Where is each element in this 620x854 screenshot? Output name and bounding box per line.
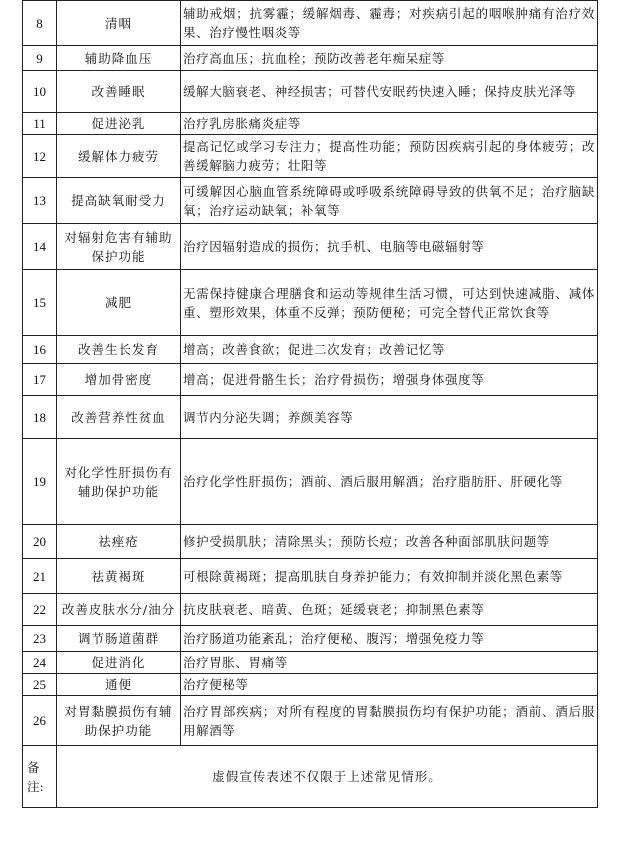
claim-description: 辅助戒烟；抗雾霾；缓解烟毒、霾毒；对疾病引起的咽喉肿痛有治疗效果、治疗慢性咽炎等 (181, 1, 598, 46)
table-body (23, 1, 598, 808)
function-name: 改善皮肤水分/油分 (57, 594, 181, 626)
row-number: 23 (23, 626, 57, 652)
function-name: 缓解体力疲劳 (57, 135, 181, 178)
table-row (23, 178, 598, 224)
claim-description: 可根除黄褐斑；提高肌肤自身养护能力；有效抑制并淡化黑色素等 (181, 559, 598, 594)
function-name: 调节肠道菌群 (57, 626, 181, 652)
table-row (23, 270, 598, 336)
claim-description: 调节内分泌失调；养颜美容等 (181, 396, 598, 439)
function-name: 对辐射危害有辅助保护功能 (57, 224, 181, 270)
note-row (23, 746, 598, 808)
claim-description: 治疗便秘等 (181, 674, 598, 696)
claim-description: 治疗肠道功能紊乱；治疗便秘、腹泻；增强免疫力等 (181, 626, 598, 652)
function-name: 对化学性肝损伤有辅助保护功能 (57, 439, 181, 525)
row-number: 17 (23, 364, 57, 396)
function-name: 改善睡眠 (57, 71, 181, 113)
function-name: 祛痤疮 (57, 525, 181, 559)
claim-description: 治疗因辐射造成的损伤；抗手机、电脑等电磁辐射等 (181, 224, 598, 270)
claim-description: 治疗胃胀、胃痛等 (181, 652, 598, 674)
row-number: 19 (23, 439, 57, 525)
function-name: 增加骨密度 (57, 364, 181, 396)
function-name: 对胃黏膜损伤有辅助保护功能 (57, 696, 181, 746)
row-number: 12 (23, 135, 57, 178)
table-row (23, 71, 598, 113)
claim-description: 缓解大脑衰老、神经损害；可替代安眠药快速入睡；保持皮肤光泽等 (181, 71, 598, 113)
note-label: 备注: (23, 746, 57, 808)
table-row (23, 336, 598, 364)
table-row (23, 113, 598, 135)
note-text: 虚假宣传表述不仅限于上述常见情形。 (57, 746, 598, 808)
claim-description: 治疗乳房胀痛炎症等 (181, 113, 598, 135)
table-row (23, 652, 598, 674)
row-number: 22 (23, 594, 57, 626)
false-claims-table (22, 0, 598, 808)
table-row (23, 674, 598, 696)
claim-description: 提高记忆或学习专注力；提高性功能；预防因疾病引起的身体疲劳；改善缓解脑力疲劳；壮阳等 (181, 135, 598, 178)
row-number: 20 (23, 525, 57, 559)
function-name: 祛黄褐斑 (57, 559, 181, 594)
claim-description: 增高；促进骨骼生长；治疗骨损伤；增强身体强度等 (181, 364, 598, 396)
function-name: 改善生长发育 (57, 336, 181, 364)
function-name: 清咽 (57, 1, 181, 46)
claim-description: 修护受损肌肤；清除黑头；预防长痘；改善各种面部肌肤问题等 (181, 525, 598, 559)
table-row (23, 696, 598, 746)
function-name: 改善营养性贫血 (57, 396, 181, 439)
row-number: 9 (23, 46, 57, 71)
row-number: 24 (23, 652, 57, 674)
table-row (23, 46, 598, 71)
row-number: 21 (23, 559, 57, 594)
function-name: 减肥 (57, 270, 181, 336)
row-number: 13 (23, 178, 57, 224)
row-number: 18 (23, 396, 57, 439)
function-name: 通便 (57, 674, 181, 696)
table-row (23, 439, 598, 525)
function-name: 辅助降血压 (57, 46, 181, 71)
table-row (23, 594, 598, 626)
claim-description: 治疗化学性肝损伤；酒前、酒后服用解酒；治疗脂肪肝、肝硬化等 (181, 439, 598, 525)
table-row (23, 626, 598, 652)
row-number: 10 (23, 71, 57, 113)
claim-description: 抗皮肤衰老、暗黄、色斑；延缓衰老；抑制黑色素等 (181, 594, 598, 626)
claims-table-page (22, 0, 598, 808)
table-row (23, 224, 598, 270)
table-row (23, 364, 598, 396)
row-number: 16 (23, 336, 57, 364)
function-name: 提高缺氧耐受力 (57, 178, 181, 224)
table-row (23, 135, 598, 178)
claim-description: 治疗胃部疾病；对所有程度的胃黏膜损伤均有保护功能；酒前、酒后服用解酒等 (181, 696, 598, 746)
row-number: 25 (23, 674, 57, 696)
table-row (23, 396, 598, 439)
row-number: 8 (23, 1, 57, 46)
row-number: 14 (23, 224, 57, 270)
row-number: 26 (23, 696, 57, 746)
table-row (23, 1, 598, 46)
table-row (23, 559, 598, 594)
claim-description: 治疗高血压；抗血栓；预防改善老年痴呆症等 (181, 46, 598, 71)
function-name: 促进消化 (57, 652, 181, 674)
function-name: 促进泌乳 (57, 113, 181, 135)
claim-description: 无需保持健康合理膳食和运动等规律生活习惯，可达到快速减脂、减体重、塑形效果，体重不反弹；预防便秘；可完全替代正常饮食等 (181, 270, 598, 336)
claim-description: 增高；改善食欲；促进二次发育；改善记忆等 (181, 336, 598, 364)
row-number: 11 (23, 113, 57, 135)
table-row (23, 525, 598, 559)
claim-description: 可缓解因心脑血管系统障碍或呼吸系统障碍导致的供氧不足；治疗脑缺氧；治疗运动缺氧；补氧等 (181, 178, 598, 224)
row-number: 15 (23, 270, 57, 336)
